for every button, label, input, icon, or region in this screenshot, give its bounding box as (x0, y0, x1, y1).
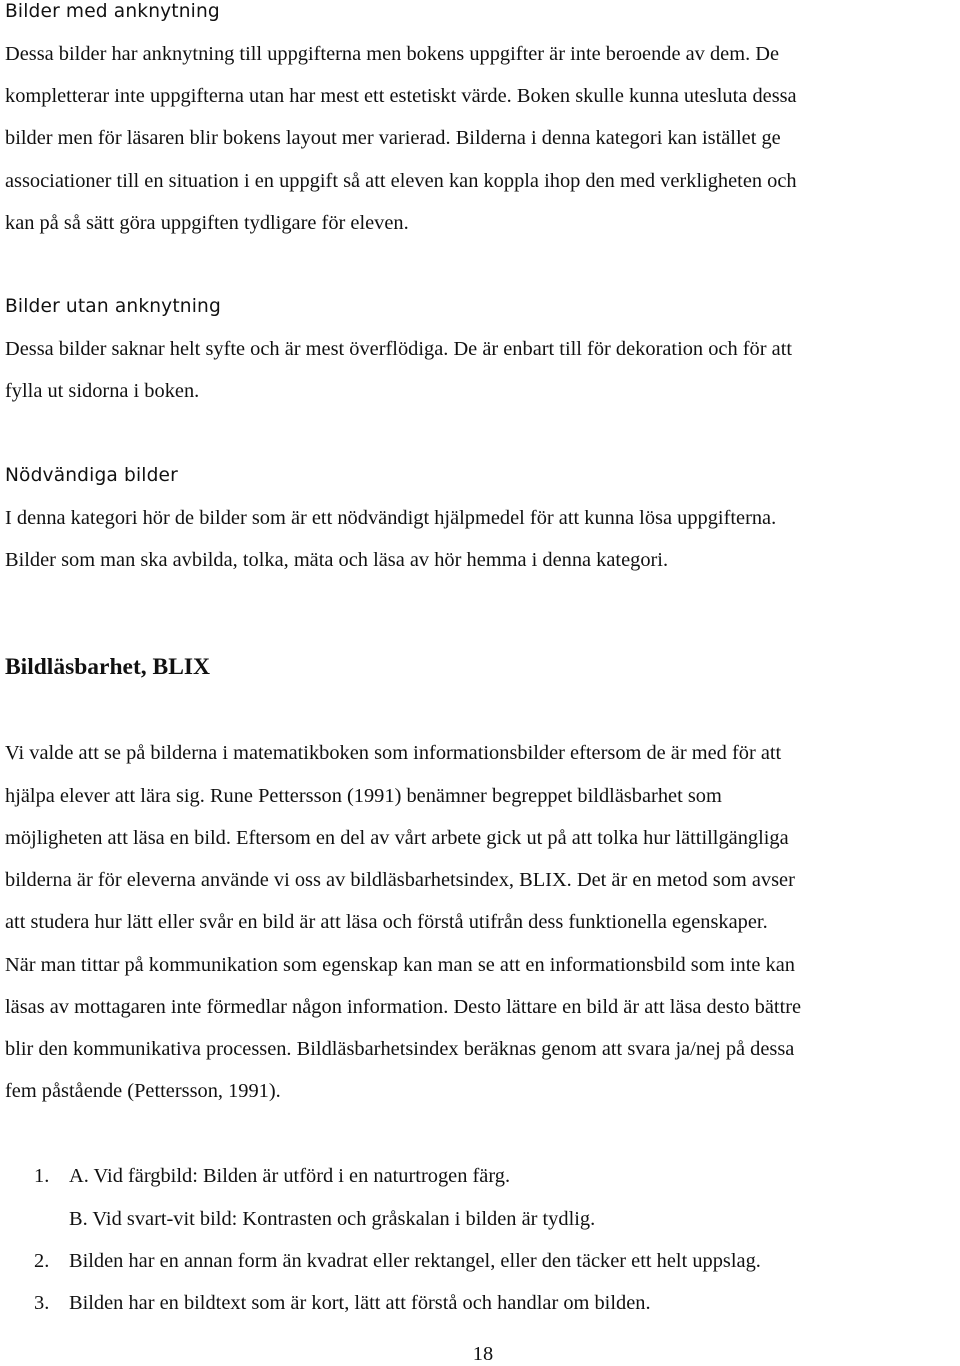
list-item: A. Vid färgbild: Bilden är utförd i en naturtrogen färg. (69, 1165, 511, 1187)
paragraph-line: Dessa bilder har anknytning till uppgifterna men bokens uppgifter är inte beroende av dem. De (5, 43, 780, 65)
list-number: 2. (34, 1250, 50, 1272)
list-item: B. Vid svart-vit bild: Kontrasten och gråskalan i bilden är tydlig. (69, 1208, 596, 1230)
section-title-blix: Bildläsbarhet, BLIX (5, 654, 211, 680)
paragraph-line: Bilder som man ska avbilda, tolka, mäta och läsa av hör hemma i denna kategori. (5, 549, 669, 571)
paragraph-line: kompletterar inte uppgifterna utan har mest ett estetiskt värde. Boken skulle kunna utesluta dessa (5, 85, 797, 107)
paragraph-line: När man tittar på kommunikation som egenskap kan man se att en informationsbild som inte kan (5, 954, 795, 976)
list-number: 1. (34, 1165, 50, 1187)
paragraph-line: Vi valde att se på bilderna i matematikboken som informationsbilder eftersom de är med för att (5, 742, 782, 764)
paragraph-line: fem påstående (Pettersson, 1991). (5, 1080, 281, 1102)
paragraph-line: möjligheten att läsa en bild. Eftersom en del av vårt arbete gick ut på att tolka hur lättillgängliga (5, 827, 789, 849)
list-item: Bilden har en bildtext som är kort, lätt att förstå och handlar om bilden. (69, 1292, 651, 1314)
paragraph-line: kan på så sätt göra uppgiften tydligare för eleven. (5, 212, 409, 234)
paragraph-line: att studera hur lätt eller svår en bild är att läsa och förstå utifrån dess funktionella egenskaper. (5, 911, 768, 933)
paragraph-line: associationer till en situation i en uppgift så att eleven kan koppla ihop den med verkligheten och (5, 170, 797, 192)
paragraph-line: Dessa bilder saknar helt syfte och är mest överflödiga. De är enbart till för dekoration och för att (5, 338, 793, 360)
paragraph-line: hjälpa elever att lära sig. Rune Pettersson (1991) benämner begreppet bildläsbarhet som (5, 785, 722, 807)
paragraph-line: bilder men för läsaren blir bokens layout mer varierad. Bilderna i denna kategori kan istället ge (5, 127, 781, 149)
list-item: Bilden har en annan form än kvadrat eller rektangel, eller den täcker ett helt uppslag. (69, 1250, 761, 1272)
section-heading-bilder-med-anknytning: Bilder med anknytning (5, 1, 220, 22)
section-heading-nodvandiga-bilder: Nödvändiga bilder (5, 465, 178, 486)
paragraph-line: läsas av mottagaren inte förmedlar någon information. Desto lättare en bild är att läsa desto bättre (5, 996, 802, 1018)
paragraph-line: I denna kategori hör de bilder som är ett nödvändigt hjälpmedel för att kunna lösa uppgifterna. (5, 507, 777, 529)
paragraph-line: blir den kommunikativa processen. Bildläsbarhetsindex beräknas genom att svara ja/nej på dessa (5, 1038, 795, 1060)
paragraph-line: fylla ut sidorna i boken. (5, 380, 200, 402)
paragraph-line: bilderna är för eleverna använde vi oss av bildläsbarhetsindex, BLIX. Det är en metod som avser (5, 869, 795, 891)
section-heading-bilder-utan-anknytning: Bilder utan anknytning (5, 296, 221, 317)
page-number: 18 (472, 1343, 494, 1365)
list-number: 3. (34, 1292, 50, 1314)
